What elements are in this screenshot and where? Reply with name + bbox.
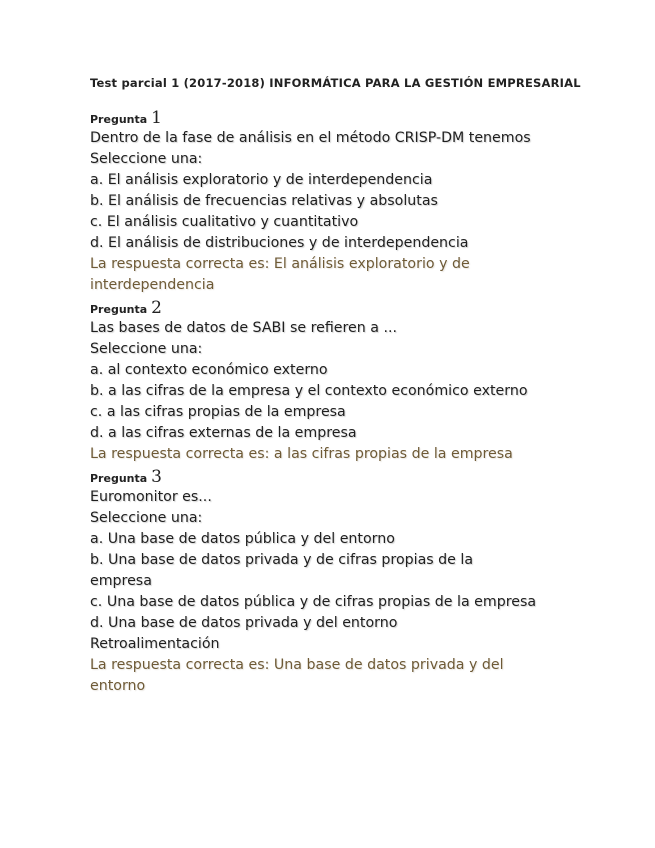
option-b[interactable]: b. Una base de datos privada y de cifras propias de la empresa [90,552,474,589]
option-a[interactable]: a. al contexto económico externo [90,362,328,378]
question-number: 2 [151,298,162,318]
option-b[interactable]: b. El análisis de frecuencias relativas y absolutas [90,193,438,209]
question-heading [90,296,610,318]
correct-answer: La respuesta correcta es: El análisis exploratorio y de interdependencia [90,256,470,293]
option-d[interactable]: d. El análisis de distribuciones y de interdependencia [90,235,469,251]
question-1 [90,106,610,296]
question-2 [90,296,610,465]
question-number: 1 [151,108,162,128]
option-a[interactable]: a. El análisis exploratorio y de interdependencia [90,172,433,188]
feedback-label: Retroalimentación [90,636,220,652]
select-prompt: Seleccione una: [90,341,203,357]
select-prompt: Seleccione una: [90,151,203,167]
question-label: Pregunta [90,303,148,316]
option-c[interactable]: c. El análisis cualitativo y cuantitativo [90,214,359,230]
option-b[interactable]: b. a las cifras de la empresa y el contexto económico externo [90,383,528,399]
option-d[interactable]: d. Una base de datos privada y del entorno [90,615,398,631]
document-page [90,76,610,697]
option-d[interactable]: d. a las cifras externas de la empresa [90,425,357,441]
question-text: Euromonitor es... [90,489,212,505]
question-label: Pregunta [90,472,148,485]
correct-answer: La respuesta correcta es: a las cifras propias de la empresa [90,446,513,462]
document-title: Test parcial 1 (2017-2018) INFORMÁTICA PARA LA GESTIÓN EMPRESARIAL [90,76,581,90]
question-label: Pregunta [90,113,148,126]
question-3 [90,465,610,697]
option-a[interactable]: a. Una base de datos pública y del entorno [90,531,395,547]
option-c[interactable]: c. Una base de datos pública y de cifras propias de la empresa [90,594,537,610]
correct-answer: La respuesta correcta es: Una base de datos privada y del entorno [90,657,504,694]
question-text: Las bases de datos de SABI se refieren a ... [90,320,397,336]
select-prompt: Seleccione una: [90,510,203,526]
question-heading [90,465,610,487]
question-number: 3 [151,467,162,487]
option-c[interactable]: c. a las cifras propias de la empresa [90,404,346,420]
question-text: Dentro de la fase de análisis en el método CRISP-DM tenemos [90,130,531,146]
question-heading [90,106,610,128]
